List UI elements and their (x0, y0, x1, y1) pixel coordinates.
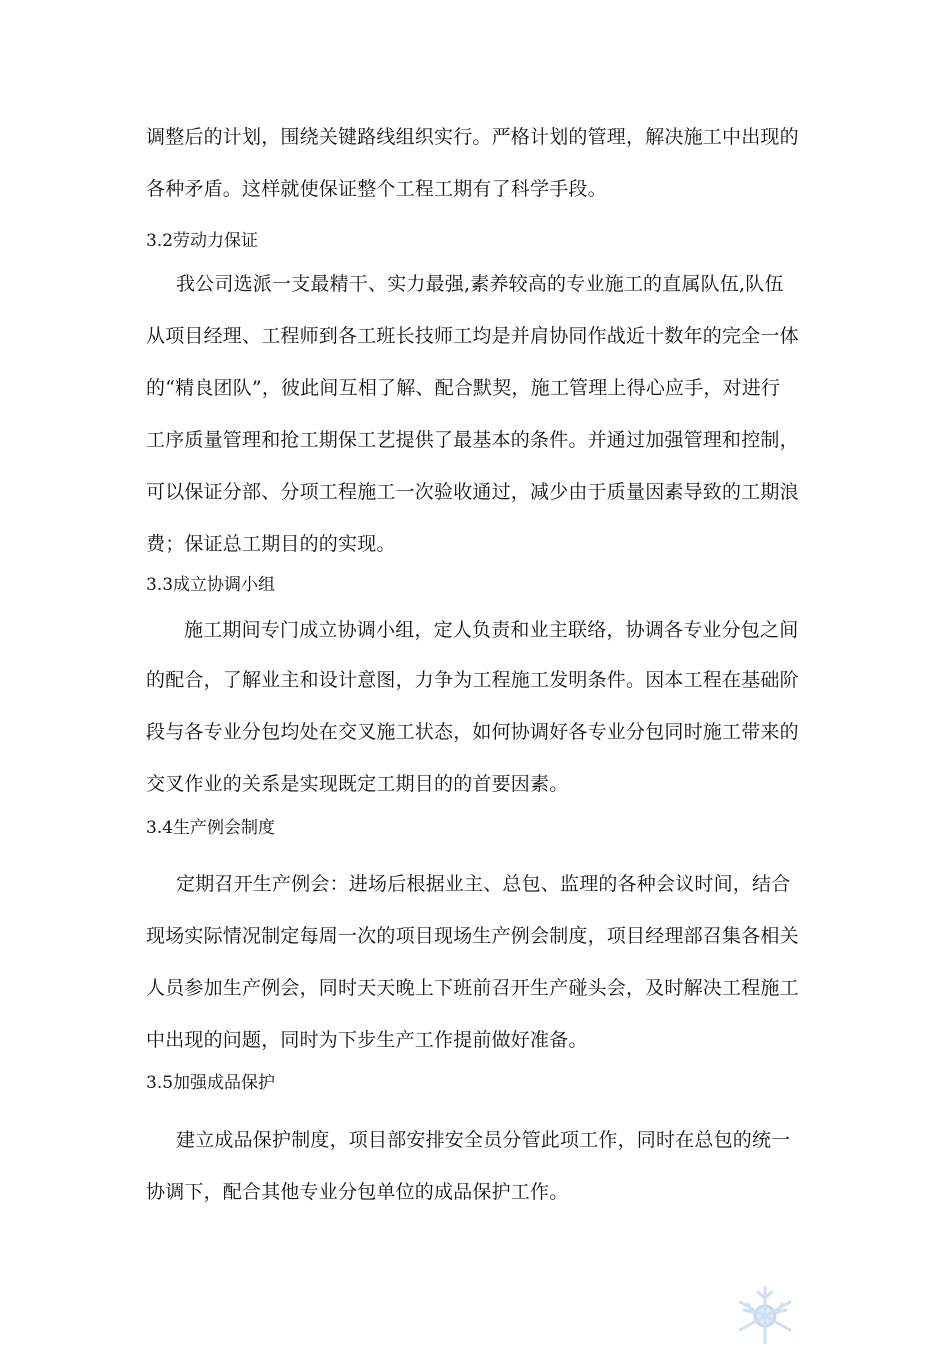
body-text-line: 我公司选派一支最精干、实力最强,素养较高的专业施工的直属队伍,队伍 (176, 273, 784, 295)
body-text-line: 的配合，了解业主和设计意图，力争为工程施工发明条件。因本工程在基础阶 (146, 669, 799, 691)
body-text-line: 现场实际情况制定每周一次的项目现场生产例会制度，项目经理部召集各相关 (146, 925, 799, 947)
body-text-line: 调整后的计划，围绕关键路线组织实行。严格计划的管理，解决施工中出现的 (146, 126, 799, 148)
body-text-line: 协调下，配合其他专业分包单位的成品保护工作。 (146, 1181, 569, 1203)
section-heading-3-5: 3.5加强成品保护 (146, 1073, 276, 1093)
body-text-line: 中出现的问题，同时为下步生产工作提前做好准备。 (146, 1029, 588, 1051)
body-text-line: 从项目经理、工程师到各工班长技师工均是并肩协同作战近十数年的完全一体 (146, 325, 799, 347)
body-text-line: 各种矛盾。这样就使保证整个工程工期有了科学手段。 (146, 178, 607, 200)
snowflake-watermark-icon (730, 1276, 800, 1344)
body-text-line: 工序质量管理和抢工期保工艺提供了最基本的条件。并通过加强管理和控制， (146, 429, 799, 451)
body-text-line: 人员参加生产例会，同时天天晚上下班前召开生产碰头会，及时解决工程施工 (146, 977, 799, 999)
body-text-line: 的“精良团队”，彼此间互相了解、配合默契，施工管理上得心应手，对进行 (146, 377, 781, 399)
section-heading-3-3: 3.3成立协调小组 (146, 575, 276, 595)
body-text-line: 段与各专业分包均处在交叉施工状态，如何协调好各专业分包同时施工带来的 (146, 721, 799, 743)
section-heading-3-4: 3.4生产例会制度 (146, 818, 276, 838)
section-heading-3-2: 3.2劳动力保证 (146, 231, 259, 251)
body-text-line: 费；保证总工期目的的实现。 (146, 533, 396, 555)
body-text-line: 交叉作业的关系是实现既定工期目的的首要因素。 (146, 773, 569, 795)
body-text-line: 定期召开生产例会：进场后根据业主、总包、监理的各种会议时间，结合 (176, 873, 791, 895)
body-text-line: 施工期间专门成立协调小组，定人负责和业主联络，协调各专业分包之间 (184, 619, 799, 641)
body-text-line: 建立成品保护制度，项目部安排安全员分管此项工作，同时在总包的统一 (176, 1129, 791, 1151)
body-text-line: 可以保证分部、分项工程施工一次验收通过，减少由于质量因素导致的工期浪 (146, 481, 799, 503)
